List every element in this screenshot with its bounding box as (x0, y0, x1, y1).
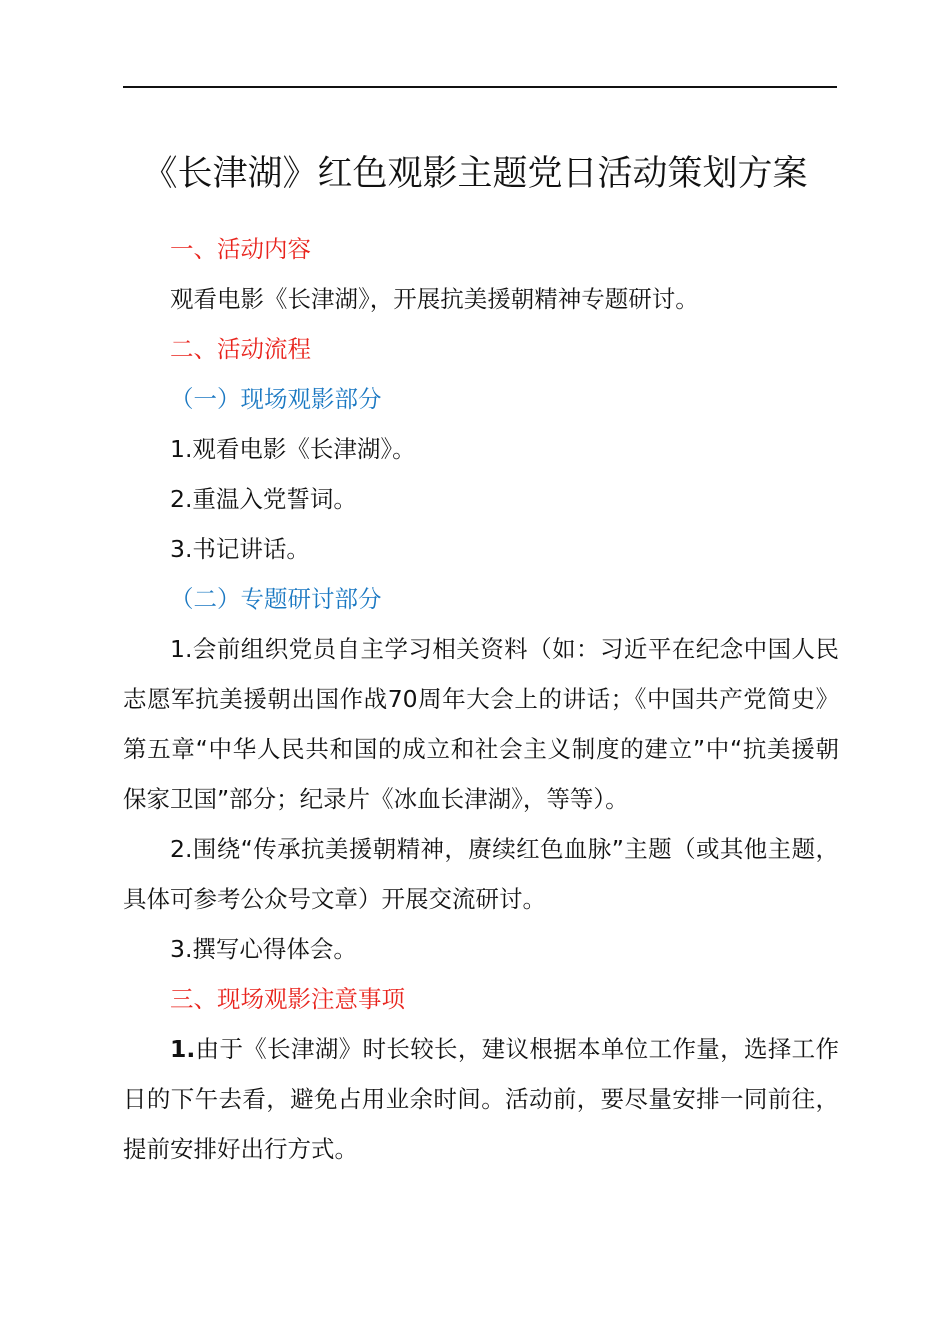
list-item-discussion-theme: 2.围绕“传承抗美援朝精神，赓续红色血脉”主题（或其他主题，具体可参考公众号文章）开展交流研讨。 (123, 835, 839, 913)
document-body (123, 224, 839, 1174)
subheading-screening-part: （一）现场观影部分 (170, 385, 382, 413)
section-heading-activity-process: 二、活动流程 (170, 335, 311, 363)
section-heading-activity-content: 一、活动内容 (170, 235, 311, 263)
list-item-watch-movie: 1.观看电影《长津湖》。 (170, 435, 416, 463)
list-item-oath: 2.重温入党誓词。 (170, 485, 357, 513)
paragraph-screening-note-1 (123, 1024, 839, 1174)
list-item-secretary-speech: 3.书记讲话。 (170, 535, 310, 563)
section-heading-screening-notes: 三、现场观影注意事项 (170, 985, 405, 1013)
header-rule (123, 86, 837, 88)
note-text: 由于《长津湖》时长较长，建议根据本单位工作量，选择工作日的下午去看，避免占用业余时间。活动前，要尽量安排一同前往，提前安排好出行方式。 (123, 1035, 839, 1163)
subheading-discussion-part: （二）专题研讨部分 (170, 585, 382, 613)
list-item-write-reflection: 3.撰写心得体会。 (170, 935, 357, 963)
list-item-pre-study: 1.会前组织党员自主学习相关资料（如：习近平在纪念中国人民志愿军抗美援朝出国作战70周年大会上的讲话；《中国共产党简史》第五章“中华人民共和国的成立和社会主义制度的建立”中“抗美援朝保家卫国”部分；纪录片《冰血长津湖》，等等）。 (123, 635, 839, 813)
document-title: 《长津湖》红色观影主题党日活动策划方案 (142, 154, 808, 194)
paragraph-activity-content: 观看电影《长津湖》，开展抗美援朝精神专题研讨。 (170, 285, 699, 313)
note-number: 1. (170, 1035, 196, 1063)
